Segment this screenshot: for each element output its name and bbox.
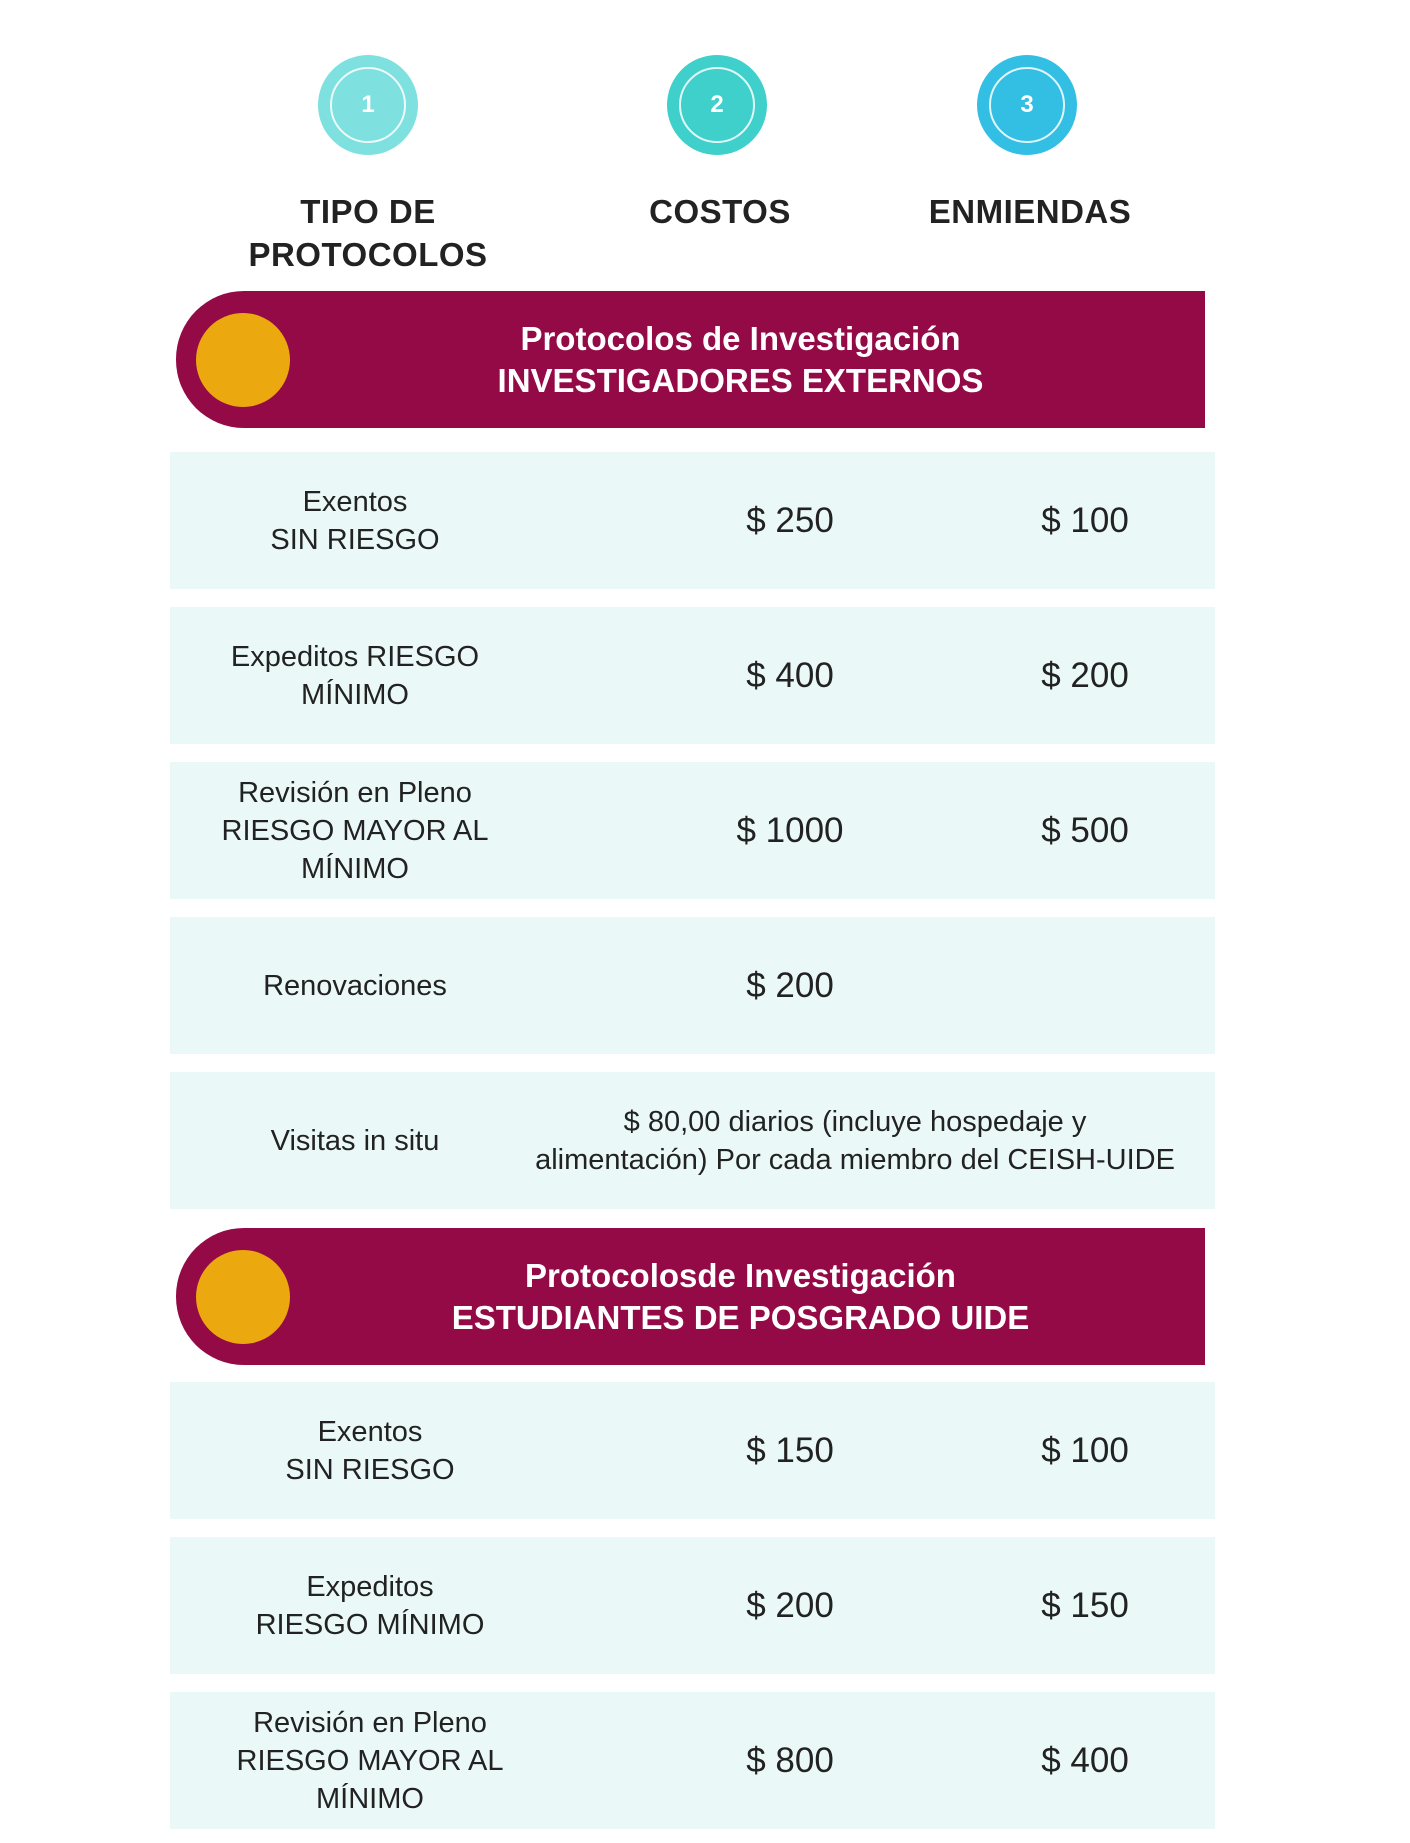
banner-dot-icon [196,313,290,407]
section-banner-externos [176,291,1205,428]
protocol-amendment: $ 200 [1041,655,1129,695]
table-row [170,607,1215,744]
table-row [170,1382,1215,1519]
banner-text [316,291,1165,428]
step-3-circle [977,55,1077,155]
banner-dot-icon [196,1250,290,1344]
step-1-number: 1 [330,67,406,143]
column-heading-costos: COSTOS [649,193,791,230]
protocol-cost: $ 150 [746,1430,834,1470]
protocol-amendment: $ 500 [1041,810,1129,850]
table-row [170,762,1215,899]
visit-cost-note: $ 80,00 diarios (incluye hospedaje y alimentación) Por cada miembro del CEISH-UIDE [535,1105,1175,1176]
section-title: Protocolos de Investigación [520,319,961,357]
table-row [170,452,1215,589]
step-3-number: 3 [989,67,1065,143]
section-title: Protocolosde Investigación [525,1256,956,1294]
protocol-type: Expeditos RIESGO MÍNIMO [255,1570,485,1641]
column-heading-tipo: TIPO DE PROTOCOLOS [248,193,488,273]
protocol-type: Visitas in situ [270,1124,440,1157]
protocol-cost: $ 200 [746,965,834,1005]
protocol-cost: $ 200 [746,1585,834,1625]
protocol-type: Exentos SIN RIESGO [285,1415,455,1486]
protocol-type: Revisión en Pleno RIESGO MAYOR AL MÍNIMO [221,776,489,885]
table-row [170,1692,1215,1829]
section-banner-posgrado [176,1228,1205,1365]
table-row [170,917,1215,1054]
protocol-amendment: $ 100 [1041,500,1129,540]
section-subtitle: INVESTIGADORES EXTERNOS [497,361,984,399]
step-2-number: 2 [679,67,755,143]
column-heading-enmiendas: ENMIENDAS [928,193,1132,230]
table-row [170,1537,1215,1674]
protocol-amendment: $ 400 [1041,1740,1129,1780]
protocol-cost: $ 1000 [736,810,844,850]
banner-text [316,1228,1165,1365]
protocol-amendment: $ 100 [1041,1430,1129,1470]
step-2-circle [667,55,767,155]
protocol-cost: $ 400 [746,655,834,695]
protocol-amendment: $ 150 [1041,1585,1129,1625]
section-subtitle: ESTUDIANTES DE POSGRADO UIDE [451,1298,1030,1336]
protocol-type: Renovaciones [263,969,447,1002]
table-row [170,1072,1215,1209]
protocol-cost: $ 800 [746,1740,834,1780]
protocol-amendment [970,917,1200,1054]
protocol-type: Exentos SIN RIESGO [270,485,440,556]
protocol-type: Revisión en Pleno RIESGO MAYOR AL MÍNIMO [236,1706,504,1815]
protocol-cost: $ 250 [746,500,834,540]
step-1-circle [318,55,418,155]
protocol-type: Expeditos RIESGO MÍNIMO [230,640,480,711]
